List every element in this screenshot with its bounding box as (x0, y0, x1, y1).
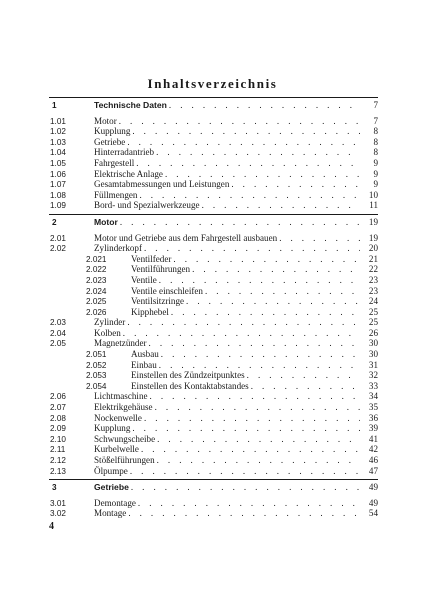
dot-leader (155, 402, 360, 413)
toc-entry-row (49, 137, 378, 148)
toc-entry-row (49, 275, 378, 286)
entry-page: 10 (368, 189, 378, 200)
dot-leader (119, 116, 360, 127)
entry-number: 2.023 (86, 275, 107, 285)
entry-page: 9 (373, 179, 378, 190)
entry-title: Zylinderkopf (94, 243, 142, 254)
entry-number: 2.09 (50, 424, 66, 434)
toc-entry-row (49, 434, 378, 445)
entry-title: Stößelführungen (94, 455, 155, 465)
page-number: 4 (49, 521, 54, 532)
entry-number: 1.09 (50, 201, 66, 211)
toc-entry-row (49, 508, 378, 519)
entry-page: 8 (373, 147, 378, 158)
dot-leader (171, 307, 360, 318)
entry-number: 2.024 (86, 286, 107, 296)
entry-number: 2.026 (86, 307, 107, 317)
entry-number: 2.05 (50, 339, 66, 349)
entry-title: Ventile (131, 274, 157, 285)
entry-number: 1.01 (50, 116, 66, 126)
toc-entry-row (49, 413, 378, 424)
toc-entry-row (49, 370, 378, 381)
entry-number: 2.02 (50, 244, 66, 254)
entry-page: 26 (368, 327, 378, 338)
entry-number: 2.12 (50, 456, 66, 465)
table-of-contents (49, 97, 378, 519)
entry-title: Fahrgestell (94, 157, 135, 168)
dot-leader (159, 360, 360, 371)
dot-leader (144, 243, 360, 254)
toc-entry-row (49, 317, 378, 328)
entry-page: 23 (368, 274, 378, 285)
toc-entry-row (49, 264, 378, 275)
entry-title: Ventilsitzringe (131, 296, 185, 307)
dot-leader (149, 338, 360, 349)
entry-number: 2.051 (86, 350, 107, 360)
entry-number: 2.07 (50, 403, 66, 413)
entry-title: Schwungscheibe (94, 433, 156, 444)
entry-title: Ventilführungen (131, 264, 191, 275)
toc-entry-row (49, 402, 378, 413)
entry-page: 39 (368, 423, 378, 434)
entry-number: 3.01 (50, 498, 66, 508)
dot-leader (247, 370, 360, 381)
entry-page: 25 (368, 317, 378, 328)
dot-leader (123, 328, 360, 339)
entry-number: 2 (52, 217, 57, 227)
dot-leader (127, 137, 360, 148)
entry-title: Ausbau (131, 349, 159, 360)
toc-entry-row (49, 455, 378, 466)
entry-page: 21 (368, 253, 378, 264)
entry-title: Magnetzünder (94, 338, 147, 349)
entry-page: 34 (368, 391, 378, 402)
dot-leader (128, 508, 360, 519)
entry-page: 9 (373, 168, 378, 179)
entry-page: 35 (368, 402, 378, 413)
entry-title: Ventilfeder (131, 253, 172, 264)
dot-leader (205, 286, 360, 297)
toc-entry-row (49, 233, 378, 244)
entry-page: 42 (368, 444, 378, 455)
dot-leader (251, 381, 360, 392)
toc-entry-row (49, 286, 378, 297)
entry-page: 49 (368, 482, 378, 493)
entry-number: 2.11 (50, 445, 66, 455)
toc-entry-row (49, 307, 378, 318)
toc-entry-row (49, 466, 378, 477)
dot-leader (231, 179, 360, 190)
dot-leader (156, 147, 360, 158)
dot-leader (136, 158, 360, 169)
entry-title: Kurbelwelle (94, 444, 139, 455)
entry-page: 7 (373, 115, 378, 126)
toc-entry-row (49, 190, 378, 201)
dot-leader (139, 190, 360, 201)
entry-title: Nockenwelle (94, 412, 142, 423)
toc-section (49, 479, 378, 519)
toc-section (49, 214, 378, 476)
entry-number: 2.054 (86, 381, 107, 391)
entry-page: 9 (373, 157, 378, 168)
dot-leader (132, 423, 360, 434)
entry-number: 2.01 (50, 233, 66, 243)
entry-number: 3.02 (50, 509, 66, 519)
toc-entry-row (49, 147, 378, 158)
entry-title: Demontage (94, 497, 136, 508)
entry-title: Kolben (94, 327, 121, 338)
entry-number: 2.022 (86, 265, 107, 275)
entry-number: 1.06 (50, 169, 66, 179)
dot-leader (131, 482, 360, 493)
entry-page: 19 (368, 216, 378, 227)
dot-leader (130, 466, 360, 477)
entry-title: Hinterradantrieb (94, 147, 155, 158)
entry-page: 24 (368, 296, 378, 307)
entry-number: 2.053 (86, 371, 107, 381)
section-rule (49, 97, 378, 98)
toc-entry-row (49, 116, 378, 127)
entry-title: Bord- und Spezialwerkzeuge (94, 200, 200, 211)
entry-title: Getriebe (94, 482, 129, 493)
entry-page: 25 (368, 306, 378, 317)
toc-entry-row (49, 444, 378, 455)
entry-title: Zylinder (94, 317, 126, 328)
dot-leader (132, 126, 360, 137)
entry-page: 32 (368, 370, 378, 381)
entry-number: 1.05 (50, 158, 66, 168)
entry-number: 2.13 (50, 466, 66, 476)
entry-number: 3 (52, 483, 57, 493)
toc-entry-row (49, 158, 378, 169)
entry-number: 1.07 (50, 180, 66, 190)
entry-page: 30 (368, 349, 378, 360)
toc-entry-row (49, 423, 378, 434)
entry-title: Elektrische Anlage (94, 168, 163, 179)
dot-leader (186, 296, 360, 307)
toc-entry-row (49, 169, 378, 180)
dot-leader (159, 275, 360, 286)
entry-title: Einstellen des Zündzeitpunktes (131, 370, 245, 381)
dot-leader (150, 391, 360, 402)
chapter-heading-row (49, 100, 378, 111)
toc-entry-row (49, 328, 378, 339)
dot-leader (165, 169, 360, 180)
entry-page: 36 (368, 412, 378, 423)
dot-leader (138, 498, 360, 509)
entry-title: Getriebe (94, 136, 126, 147)
entry-page: 31 (368, 359, 378, 370)
entry-page: 46 (368, 455, 378, 465)
entry-title: Motor (94, 216, 118, 227)
entry-page: 33 (368, 380, 378, 391)
entry-number: 2.03 (50, 318, 66, 328)
dot-leader (169, 100, 360, 111)
toc-entry-row (49, 498, 378, 509)
toc-entry-row (49, 243, 378, 254)
section-rule (49, 214, 378, 215)
toc-entry-row (49, 391, 378, 402)
entry-number: 1.08 (50, 190, 66, 200)
entry-number: 2.08 (50, 413, 66, 423)
dot-leader (202, 200, 360, 211)
dot-leader (192, 264, 360, 275)
entry-number: 2.06 (50, 392, 66, 402)
entry-title: Ventile einschleifen (131, 285, 203, 296)
entry-title: Gesamtabmessungen und Leistungen (94, 179, 230, 190)
dot-leader (144, 413, 360, 424)
toc-entry-row (49, 349, 378, 360)
entry-number: 1.02 (50, 127, 66, 137)
entry-number: 1.04 (50, 148, 66, 158)
toc-entry-row (49, 179, 378, 190)
dot-leader (127, 317, 360, 328)
entry-page: 19 (368, 232, 378, 243)
entry-page: 47 (368, 465, 378, 476)
section-rule (49, 479, 378, 480)
entry-title: Technische Daten (94, 100, 167, 110)
entry-title: Kupplung (94, 423, 131, 434)
dot-leader (173, 254, 360, 265)
entry-page: 41 (368, 433, 378, 444)
toc-entry-row (49, 360, 378, 371)
dot-leader (161, 349, 360, 360)
chapter-heading-row (49, 482, 378, 493)
chapter-heading-row (49, 217, 378, 228)
toc-section (49, 97, 378, 211)
entry-page: 22 (368, 264, 378, 275)
entry-title: Motor und Getriebe aus dem Fahrgestell ausbauen (94, 232, 278, 243)
entry-number: 2.021 (86, 254, 107, 264)
toc-entry-row (49, 200, 378, 211)
entry-page: 23 (368, 285, 378, 296)
entry-page: 8 (373, 126, 378, 137)
toc-entry-row (49, 338, 378, 349)
dot-leader (157, 434, 360, 445)
entry-page: 54 (368, 508, 378, 519)
entry-number: 2.04 (50, 328, 66, 338)
page-title: Inhaltsverzeichnis (147, 76, 278, 91)
entry-title: Motor (94, 115, 117, 126)
dot-leader (141, 444, 360, 455)
entry-page: 20 (368, 243, 378, 254)
entry-title: Füllmengen (94, 189, 138, 200)
entry-number: 2.025 (86, 297, 107, 307)
entry-number: 1.03 (50, 137, 66, 147)
entry-page: 7 (373, 100, 378, 110)
entry-title: Montage (94, 508, 127, 519)
entry-title: Kupplung (94, 126, 131, 137)
entry-page: 8 (373, 136, 378, 147)
entry-title: Kipphebel (131, 306, 169, 317)
entry-page: 30 (368, 338, 378, 349)
toc-entry-row (49, 381, 378, 392)
toc-entry-row (49, 296, 378, 307)
dot-leader (120, 217, 360, 228)
entry-title: Einbau (131, 359, 157, 370)
dot-leader (279, 233, 360, 244)
entry-page: 49 (368, 497, 378, 508)
dot-leader (157, 455, 360, 466)
entry-number: 2.10 (50, 434, 66, 444)
toc-entry-row (49, 254, 378, 265)
entry-title: Einstellen des Kontaktabstandes (131, 380, 249, 391)
entry-number: 1 (52, 101, 57, 110)
entry-page: 11 (369, 200, 378, 211)
entry-title: Ölpumpe (94, 465, 128, 476)
toc-entry-row (49, 126, 378, 137)
entry-title: Elektrikgehäuse (94, 402, 153, 413)
entry-number: 2.052 (86, 360, 107, 370)
entry-title: Lichtmaschine (94, 391, 148, 402)
